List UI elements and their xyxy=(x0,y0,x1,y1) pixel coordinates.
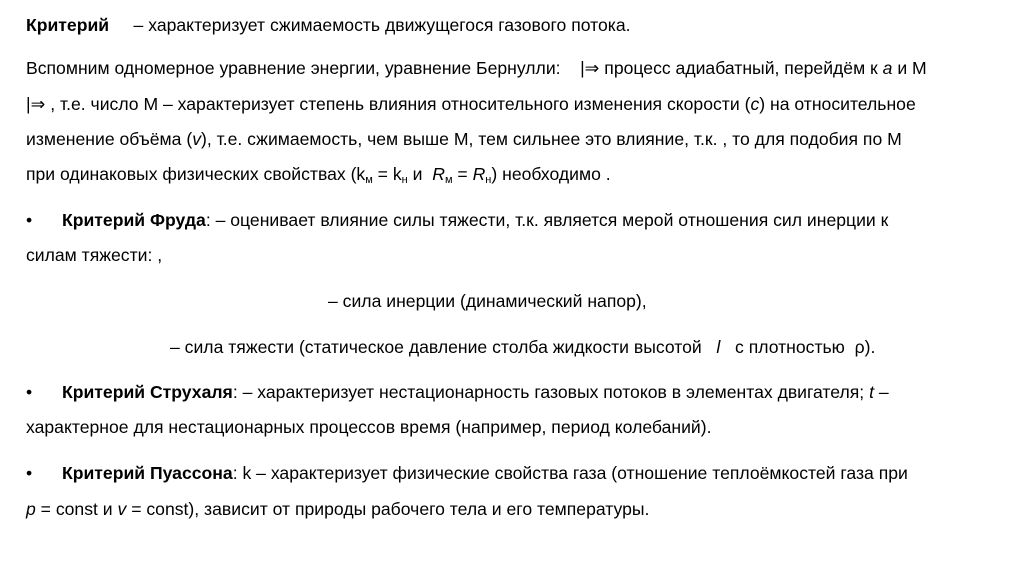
poisson-line1: : k – характеризует физические свойства газа (отношение теплоёмкостей газа при xyxy=(232,463,908,483)
froude-term: Критерий Фруда xyxy=(62,210,206,230)
mach-line-3 xyxy=(26,128,902,150)
r-var-1: R xyxy=(432,164,445,184)
strouhal-term: Критерий Струхаля xyxy=(62,382,233,402)
froude-line-3: – сила инерции (динамический напор), xyxy=(328,291,647,311)
mach-line1-a: Вспомним одномерное уравнение энергии, уравнение Бернулли: xyxy=(26,58,561,78)
froude-line4-b: с плотностью xyxy=(735,337,845,357)
poisson-line-1 xyxy=(62,462,908,484)
mach-line1-var-a: a xyxy=(882,58,893,78)
poisson-bullet: • xyxy=(26,463,33,483)
mach-line-4 xyxy=(26,163,611,185)
poisson-line-2 xyxy=(26,498,649,520)
froude-bullet: • xyxy=(26,210,33,230)
poisson-line2-b: = const), зависит от природы рабочего тела и его температуры. xyxy=(126,499,650,519)
sub-m-1: м xyxy=(365,174,373,186)
mach-line2-a: |⇒ , т.е. число М – характеризует степень влияния относительного изменения скорости ( xyxy=(26,94,751,114)
froude-line-1 xyxy=(62,209,888,231)
and-word: и xyxy=(407,164,428,184)
mach-description: – характеризует сжимаемость движущегося газового потока. xyxy=(133,15,631,35)
mach-line4-end: ) необходимо . xyxy=(491,164,611,184)
strouhal-var-t: t xyxy=(869,382,874,402)
mach-term: Критерий xyxy=(26,15,110,35)
mach-line4-a: при одинаковых физических свойствах (k xyxy=(26,164,366,184)
froude-line-2: силам тяжести: , xyxy=(26,245,163,265)
eq-2: = xyxy=(452,164,473,184)
strouhal-line1: : – характеризует нестационарность газовых потоков в элементах двигателя; xyxy=(232,382,865,402)
mach-line3-a: изменение объёма ( xyxy=(26,129,193,149)
r-var-2: R xyxy=(472,164,486,184)
mach-line3-var-v: v xyxy=(192,129,201,149)
froude-line4-a: – сила тяжести (статическое давление столба жидкости высотой xyxy=(170,337,702,357)
strouhal-line-2: характерное для нестационарных процессов время (например, период колебаний). xyxy=(26,417,712,437)
mach-line2-var-c: c xyxy=(750,94,760,114)
mach-line-1 xyxy=(26,57,927,79)
mach-line3-b: ), т.е. сжимаемость, чем выше М, тем сильнее это влияние, т.к. , то для подобия по М xyxy=(200,129,902,149)
poisson-var-v: v xyxy=(117,499,127,519)
rho-symbol: ρ xyxy=(854,337,865,357)
poisson-term: Критерий Пуассона xyxy=(62,463,233,483)
froude-line1: : – оценивает влияние силы тяжести, т.к. является мерой отношения сил инерции к xyxy=(205,210,889,230)
strouhal-line-1 xyxy=(62,381,889,403)
mach-heading-line xyxy=(26,14,631,36)
froude-line4-end: ). xyxy=(864,337,876,357)
strouhal-line1-end: – xyxy=(878,382,889,402)
poisson-line2-a: = const и xyxy=(35,499,118,519)
sub-n-1: н xyxy=(401,174,408,186)
froude-var-l: l xyxy=(716,337,721,357)
eq-1: = k xyxy=(372,164,402,184)
mach-line2-b: ) на относительное xyxy=(759,94,916,114)
mach-line1-b: |⇒ процесс адиабатный, перейдём к xyxy=(580,58,878,78)
sub-n-2: н xyxy=(485,174,492,186)
poisson-var-p: p xyxy=(26,499,36,519)
mach-line1-c: и М xyxy=(897,58,927,78)
mach-line-2 xyxy=(26,93,916,115)
froude-line-4 xyxy=(170,336,875,358)
strouhal-bullet: • xyxy=(26,382,33,402)
sub-m-2: м xyxy=(444,174,453,186)
